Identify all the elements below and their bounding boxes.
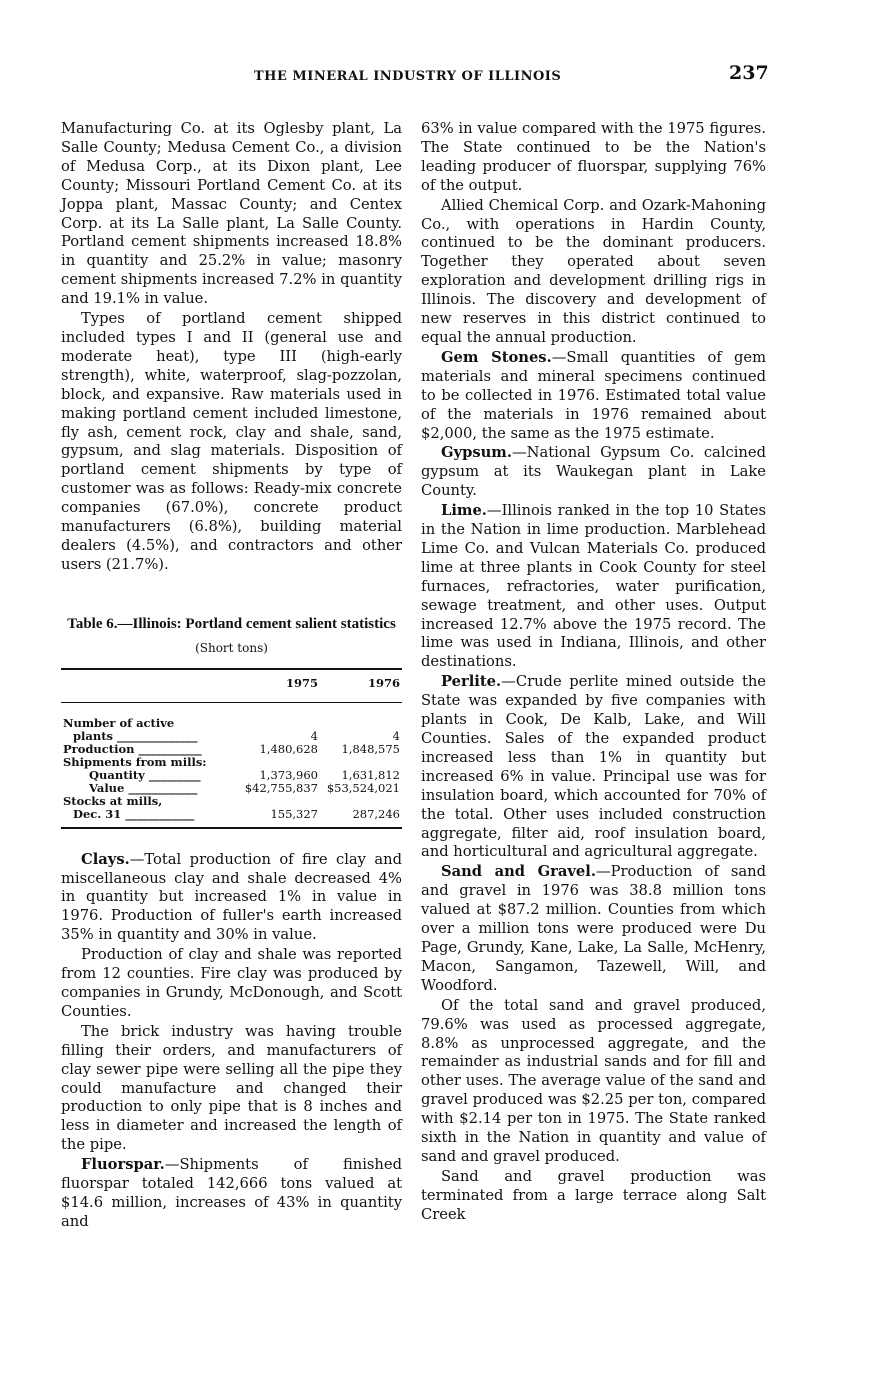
table-header-1975: 1975	[238, 669, 320, 703]
statistics-table	[61, 668, 402, 829]
table-row	[61, 769, 402, 782]
paragraph: Types of portland cement shipped included types I and II (general use and moderate heat), type III (high-early strength), white, waterproof, slag-pozzolan, block, and expansive. Raw materials used in making portland cement included limestone, fly ash, cement rock, clay and shale, sand, gypsum, and slag materials. Disposition of portland cement shipments by type of customer was as follows: Ready-mix concrete companies (67.0%), concrete product manufacturers (6.8%), building material dealers (4.5%), and contractors and other users (21.7%).	[61, 310, 402, 573]
table-row	[61, 756, 402, 769]
value-1975: 155,327	[238, 808, 320, 828]
value-1975	[238, 756, 320, 769]
table-row	[61, 808, 402, 828]
value-1976: 4	[392, 728, 400, 743]
value-1975: 1,480,628	[259, 741, 318, 756]
section-heading: Clays.	[81, 850, 130, 868]
row-label: Stocks at mills,	[63, 793, 163, 808]
row-label: Quantity _________	[89, 767, 201, 782]
paragraph-text: Allied Chemical Corp. and Ozark-Mahoning Co., with operations in Hardin County, continued to be the dominant producers. Together they operated about seven exploration and development drilling rigs in Illinois. The discovery and development of new reserves in this district continued to equal the annual production.	[421, 196, 766, 346]
table-row	[61, 795, 402, 808]
paragraph	[61, 946, 402, 1022]
paragraph-text: —Total production of fire clay and miscellaneous clay and shale decreased 4% in quantity but increased 1% in value in 1976. Production of fuller's earth increased 35% in quantity and 30% in value.	[61, 850, 402, 944]
paragraph	[421, 349, 766, 444]
value-1976: 1,848,575	[341, 741, 400, 756]
paragraph-text: The brick industry was having trouble filling their orders, and manufacturers of clay sewer pipe were selling all the pipe they could manufacture and changed their production to only pipe that is 8 inches and less in diameter and increased the length of the pipe.	[61, 1022, 402, 1154]
section-heading: Gem Stones.	[441, 348, 552, 366]
paragraph-text: —Small quantities of gem materials and mineral specimens continued to be collected in 1976. Estimated total value of the materials in 1976 remained about $2,000, the same as the 1975 estimate.	[421, 348, 767, 442]
paragraph: Manufacturing Co. at its Oglesby plant, La Salle County; Medusa Cement Co., a division of Medusa Corp., at its Dixon plant, Lee County; Missouri Portland Cement Co. at its Joppa plant, Massac County; and Centex Corp. at its La Salle plant, La Salle County. Portland cement shipments increased 18.8% in quantity and 25.2% in value; masonry cement shipments increased 7.2% in quantity and 19.1% in value.	[61, 120, 402, 308]
paragraph-text: —Illinois ranked in the top 10 States in the Nation in lime production. Marblehead Lime Co. and Vulcan Materials Co. produced lime at three plants in Cook County for steel furnaces, refractories, water purification, sewage treatment, and other uses. Output increased 12.7% above the 1975 record. The lime was used in Indiana, Illinois, and other destinations.	[421, 502, 766, 671]
paragraph-text: Production of clay and shale was reported from 12 counties. Fire clay was produced by companies in Grundy, McDonough, and Scott Counties.	[61, 946, 402, 1020]
table-row	[61, 730, 402, 743]
paragraph-text: 63% in value compared with the 1975 figures. The State continued to be the Nation's leading producer of fluorspar, supplying 76% of the output.	[421, 120, 766, 194]
table-unit: (Short tons)	[195, 640, 268, 655]
paragraph-text: Of the total sand and gravel produced, 79.6% was used as processed aggregate, 8.8% as unprocessed aggregate, and the remainder as industrial sands and for fill and other uses. The average value of the sand and gravel produced was $2.25 per ton, compared with $2.14 per ton in 1975. The State ranked sixth in the Nation in quantity and value of sand and gravel produced.	[421, 996, 766, 1165]
value-1976: $53,524,021	[326, 780, 400, 795]
table-header-blank	[61, 669, 238, 703]
row-label: Dec. 31 ____________	[61, 808, 238, 828]
paragraph	[421, 197, 766, 348]
row-label: Shipments from mills:	[63, 754, 207, 769]
paragraph	[61, 1023, 402, 1155]
table-row	[61, 743, 402, 756]
paragraph-text: —National Gypsum Co. calcined gypsum at its Waukegan plant in Lake County.	[421, 444, 766, 500]
row-label: plants ______________	[73, 728, 198, 743]
row-label: Value ____________	[89, 780, 198, 795]
paragraph	[61, 851, 402, 946]
paragraph	[421, 997, 766, 1167]
section-heading: Perlite.	[441, 673, 502, 691]
paragraph-text: —Crude perlite mined outside the State was expanded by five companies with plants in Cook, De Kalb, Lake, and Will Counties. Sales of the expanded product increased less than 1% in quantity but increased 6% in value. Principal use was for insulation board, which accounted for 70% of the total. Other uses included construction aggregate, filter aid, roof insulation board, and horticultural and agricultural aggregate.	[421, 673, 766, 861]
value-1975: 1,373,960	[259, 767, 318, 782]
section-heading: Lime.	[441, 502, 487, 520]
value-1976: 1,631,812	[341, 767, 400, 782]
section-heading: Fluorspar.	[81, 1156, 165, 1174]
paragraph	[61, 1156, 402, 1232]
value-1976: 287,246	[320, 808, 402, 828]
paragraph-text: —Shipments of finished fluorspar totaled 142,666 tons valued at $14.6 million, increases of 43% in quantity and	[61, 1156, 402, 1230]
paragraph	[421, 444, 766, 501]
paragraph	[421, 502, 766, 672]
table-6	[61, 615, 402, 829]
value-1976	[320, 702, 402, 730]
paragraph	[421, 863, 766, 995]
value-1975	[238, 795, 320, 808]
left-column	[61, 120, 402, 1232]
paragraph-text: —Production of sand and gravel in 1976 was 38.8 million tons valued at $87.2 million. Counties from which over a million tons were produced were Du Page, Grundy, Kane, Lake, La Salle, McHenry, Macon, Sangamon, Tazewell, Will, and Woodford.	[421, 863, 766, 994]
paragraph	[421, 120, 766, 196]
table-row	[61, 702, 402, 730]
paragraph	[421, 673, 766, 862]
section-heading: Gypsum.	[441, 444, 512, 462]
value-1975: 4	[310, 728, 318, 743]
page-number: 237	[729, 62, 769, 84]
row-label: Production ___________	[63, 741, 202, 756]
table-title: Table 6.—Illinois: Portland cement salient statistics	[67, 615, 396, 632]
section-heading: Sand and Gravel.	[441, 863, 596, 881]
table-row	[61, 782, 402, 795]
value-1976	[320, 756, 402, 769]
value-1975: $42,755,837	[244, 780, 318, 795]
running-header: THE MINERAL INDUSTRY OF ILLINOIS	[254, 69, 562, 84]
paragraph-text: Sand and gravel production was terminated from a large terrace along Salt Creek	[421, 1167, 766, 1223]
row-label: Number of active	[63, 715, 175, 730]
right-column	[421, 120, 766, 1225]
value-1976	[320, 795, 402, 808]
paragraph	[421, 1168, 766, 1225]
value-1975	[238, 702, 320, 730]
table-header-1976: 1976	[320, 669, 402, 703]
